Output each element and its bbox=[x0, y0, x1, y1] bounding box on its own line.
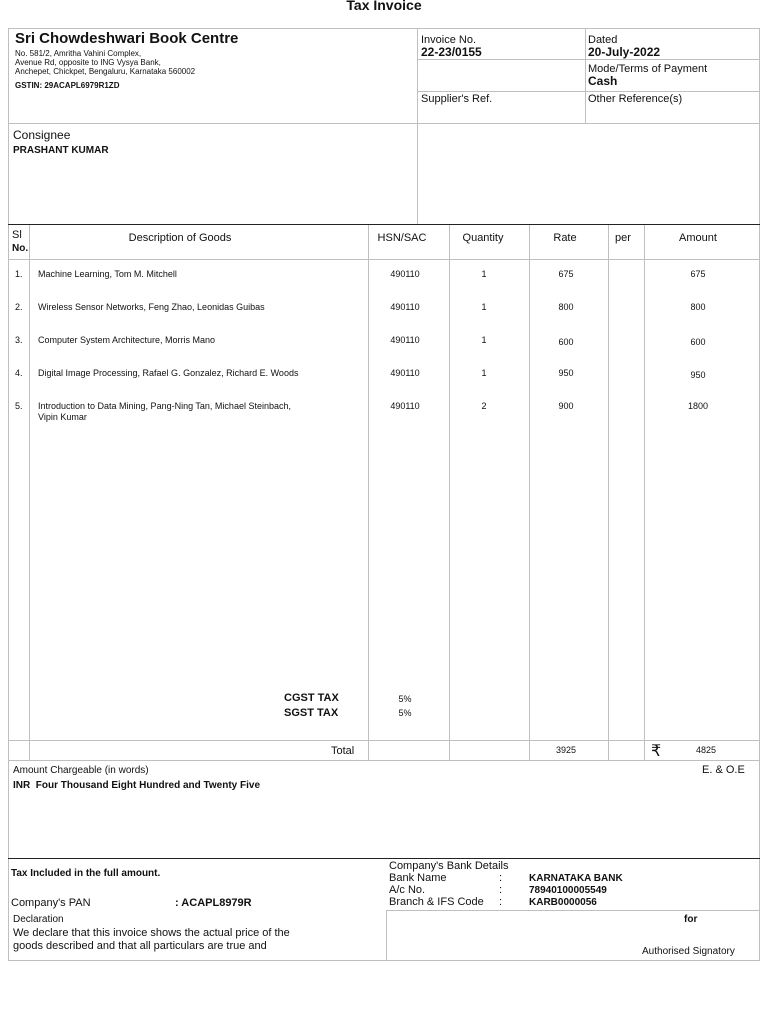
seller-address-line: Anchepet, Chickpet, Bengaluru, Karnataka 560002 bbox=[15, 67, 196, 76]
cgst-label: CGST TAX bbox=[284, 692, 339, 704]
amount-words-value: INR Four Thousand Eight Hundred and Twenty Five bbox=[13, 780, 261, 791]
table-row bbox=[0, 335, 768, 365]
sgst-label: SGST TAX bbox=[284, 707, 339, 719]
row-qty: 1 bbox=[481, 368, 487, 378]
sgst-rate: 5% bbox=[398, 708, 412, 718]
seller-address bbox=[15, 49, 275, 76]
signature-box-top bbox=[386, 910, 759, 911]
ac-no-value: 78940100005549 bbox=[529, 885, 607, 896]
table-row bbox=[0, 401, 768, 433]
table-row bbox=[0, 368, 768, 398]
frame-left bbox=[8, 28, 9, 960]
row-description: Computer System Architecture, Morris Mano bbox=[38, 335, 216, 345]
bank-labels bbox=[389, 872, 484, 908]
supplier-ref-label: Supplier's Ref. bbox=[421, 93, 493, 105]
for-label: for bbox=[684, 914, 698, 925]
row-hsn: 490110 bbox=[390, 269, 420, 279]
row-qty: 2 bbox=[481, 401, 487, 411]
declaration-line: We declare that this invoice shows the actual price of the bbox=[13, 927, 290, 939]
dated-label: Dated bbox=[588, 34, 618, 46]
row-hsn: 490110 bbox=[390, 368, 420, 378]
frame-top bbox=[8, 28, 760, 29]
bank-values bbox=[529, 873, 623, 909]
signature-box-left bbox=[386, 910, 387, 960]
declaration-label: Declaration bbox=[13, 914, 64, 925]
meta-divider bbox=[585, 28, 586, 124]
total-rate: 3925 bbox=[555, 745, 577, 755]
th-amount: Amount bbox=[679, 232, 717, 244]
footer-top-line bbox=[8, 858, 760, 859]
pan-value: : ACAPL8979R bbox=[175, 897, 252, 909]
row-rate: 800 bbox=[558, 302, 574, 312]
table-top-line bbox=[8, 224, 760, 225]
frame-right bbox=[759, 28, 760, 960]
colon: : bbox=[499, 896, 503, 908]
ifs-label: Branch & IFS Code bbox=[389, 896, 484, 908]
pan-label: Company's PAN bbox=[11, 897, 91, 909]
row-hsn: 490110 bbox=[390, 401, 420, 411]
row-rate: 900 bbox=[558, 401, 574, 411]
total-top-line bbox=[8, 740, 759, 741]
payment-value: Cash bbox=[588, 74, 618, 88]
row-qty: 1 bbox=[481, 269, 487, 279]
seller-address-line: Avenue Rd, opposite to ING Vysya Bank, bbox=[15, 58, 161, 67]
row-sl: 3. bbox=[15, 335, 23, 345]
consignee-label: Consignee bbox=[13, 128, 71, 142]
meta-row-line bbox=[418, 59, 759, 60]
row-description: Introduction to Data Mining, Pang-Ning Tan, Michael Steinbach, bbox=[38, 401, 291, 411]
seller-gstin: GSTIN: 29ACAPL6979R1ZD bbox=[15, 81, 120, 90]
bank-colons bbox=[499, 872, 502, 908]
bank-heading: Company's Bank Details bbox=[389, 860, 509, 872]
frame-bottom bbox=[8, 960, 760, 961]
row-sl: 5. bbox=[15, 401, 23, 411]
cgst-rate: 5% bbox=[398, 694, 412, 704]
row-description: Machine Learning, Tom M. Mitchell bbox=[38, 269, 177, 279]
row-sl: 1. bbox=[15, 269, 23, 279]
row-hsn: 490110 bbox=[390, 335, 420, 345]
row-description-cont: Vipin Kumar bbox=[38, 412, 87, 422]
declaration-line: goods described and that all particulars are true and bbox=[13, 940, 267, 952]
row-hsn: 490110 bbox=[390, 302, 420, 312]
row-description: Digital Image Processing, Rafael G. Gonzalez, Richard E. Woods bbox=[38, 368, 299, 378]
total-amount: 4825 bbox=[696, 745, 717, 755]
amount-words-label: Amount Chargeable (in words) bbox=[13, 765, 149, 776]
other-ref-label: Other Reference(s) bbox=[588, 93, 683, 105]
header-bottom-line bbox=[8, 123, 759, 124]
total-label: Total bbox=[331, 745, 355, 757]
seller-name: Sri Chowdeshwari Book Centre bbox=[15, 30, 239, 47]
invoice-no-value: 22-23/0155 bbox=[421, 45, 482, 59]
row-amount: 600 bbox=[690, 337, 706, 347]
th-sl-line2: No. bbox=[12, 243, 29, 254]
document-title: Tax Invoice bbox=[346, 0, 422, 13]
row-amount: 950 bbox=[690, 370, 706, 380]
row-amount: 675 bbox=[690, 269, 706, 279]
dated-value: 20-July-2022 bbox=[588, 45, 661, 59]
th-sl-line1: Sl bbox=[12, 229, 22, 241]
total-bottom-line bbox=[8, 760, 759, 761]
meta-row-line bbox=[418, 91, 759, 92]
table-row bbox=[0, 269, 768, 299]
row-rate: 600 bbox=[558, 337, 574, 347]
bank-name-value: KARNATAKA BANK bbox=[529, 873, 623, 884]
payment-label: Mode/Terms of Payment bbox=[588, 63, 708, 75]
row-amount: 800 bbox=[690, 302, 706, 312]
header-divider bbox=[417, 28, 418, 224]
ifs-value: KARB0000056 bbox=[529, 897, 597, 908]
tax-note: Tax Included in the full amount. bbox=[11, 868, 161, 879]
table-row bbox=[0, 302, 768, 332]
row-sl: 4. bbox=[15, 368, 23, 378]
row-qty: 1 bbox=[481, 302, 487, 312]
rupee-icon: ₹ bbox=[651, 741, 662, 760]
consignee-name: PRASHANT KUMAR bbox=[13, 145, 109, 156]
th-per: per bbox=[615, 232, 631, 244]
row-qty: 1 bbox=[481, 335, 487, 345]
row-amount: 1800 bbox=[687, 401, 709, 411]
row-sl: 2. bbox=[15, 302, 23, 312]
th-sl bbox=[12, 229, 28, 255]
th-hsn: HSN/SAC bbox=[377, 232, 427, 244]
colon: : bbox=[499, 884, 503, 896]
row-rate: 950 bbox=[558, 368, 574, 378]
th-description: Description of Goods bbox=[128, 232, 232, 244]
row-rate: 675 bbox=[558, 269, 574, 279]
row-description: Wireless Sensor Networks, Feng Zhao, Leonidas Guibas bbox=[38, 302, 265, 312]
seller-address-line: No. 581/2, Amritha Vahini Complex, bbox=[15, 49, 142, 58]
colon: : bbox=[499, 872, 503, 884]
th-quantity: Quantity bbox=[462, 232, 504, 244]
bank-name-label: Bank Name bbox=[389, 872, 447, 884]
declaration-text bbox=[13, 927, 290, 953]
table-header-bottom-line bbox=[8, 259, 759, 260]
th-rate: Rate bbox=[553, 232, 577, 244]
invoice-no-label: Invoice No. bbox=[421, 34, 477, 46]
ac-no-label: A/c No. bbox=[389, 884, 426, 896]
eoe-label: E. & O.E bbox=[702, 764, 745, 776]
authorised-signatory: Authorised Signatory bbox=[642, 946, 735, 957]
